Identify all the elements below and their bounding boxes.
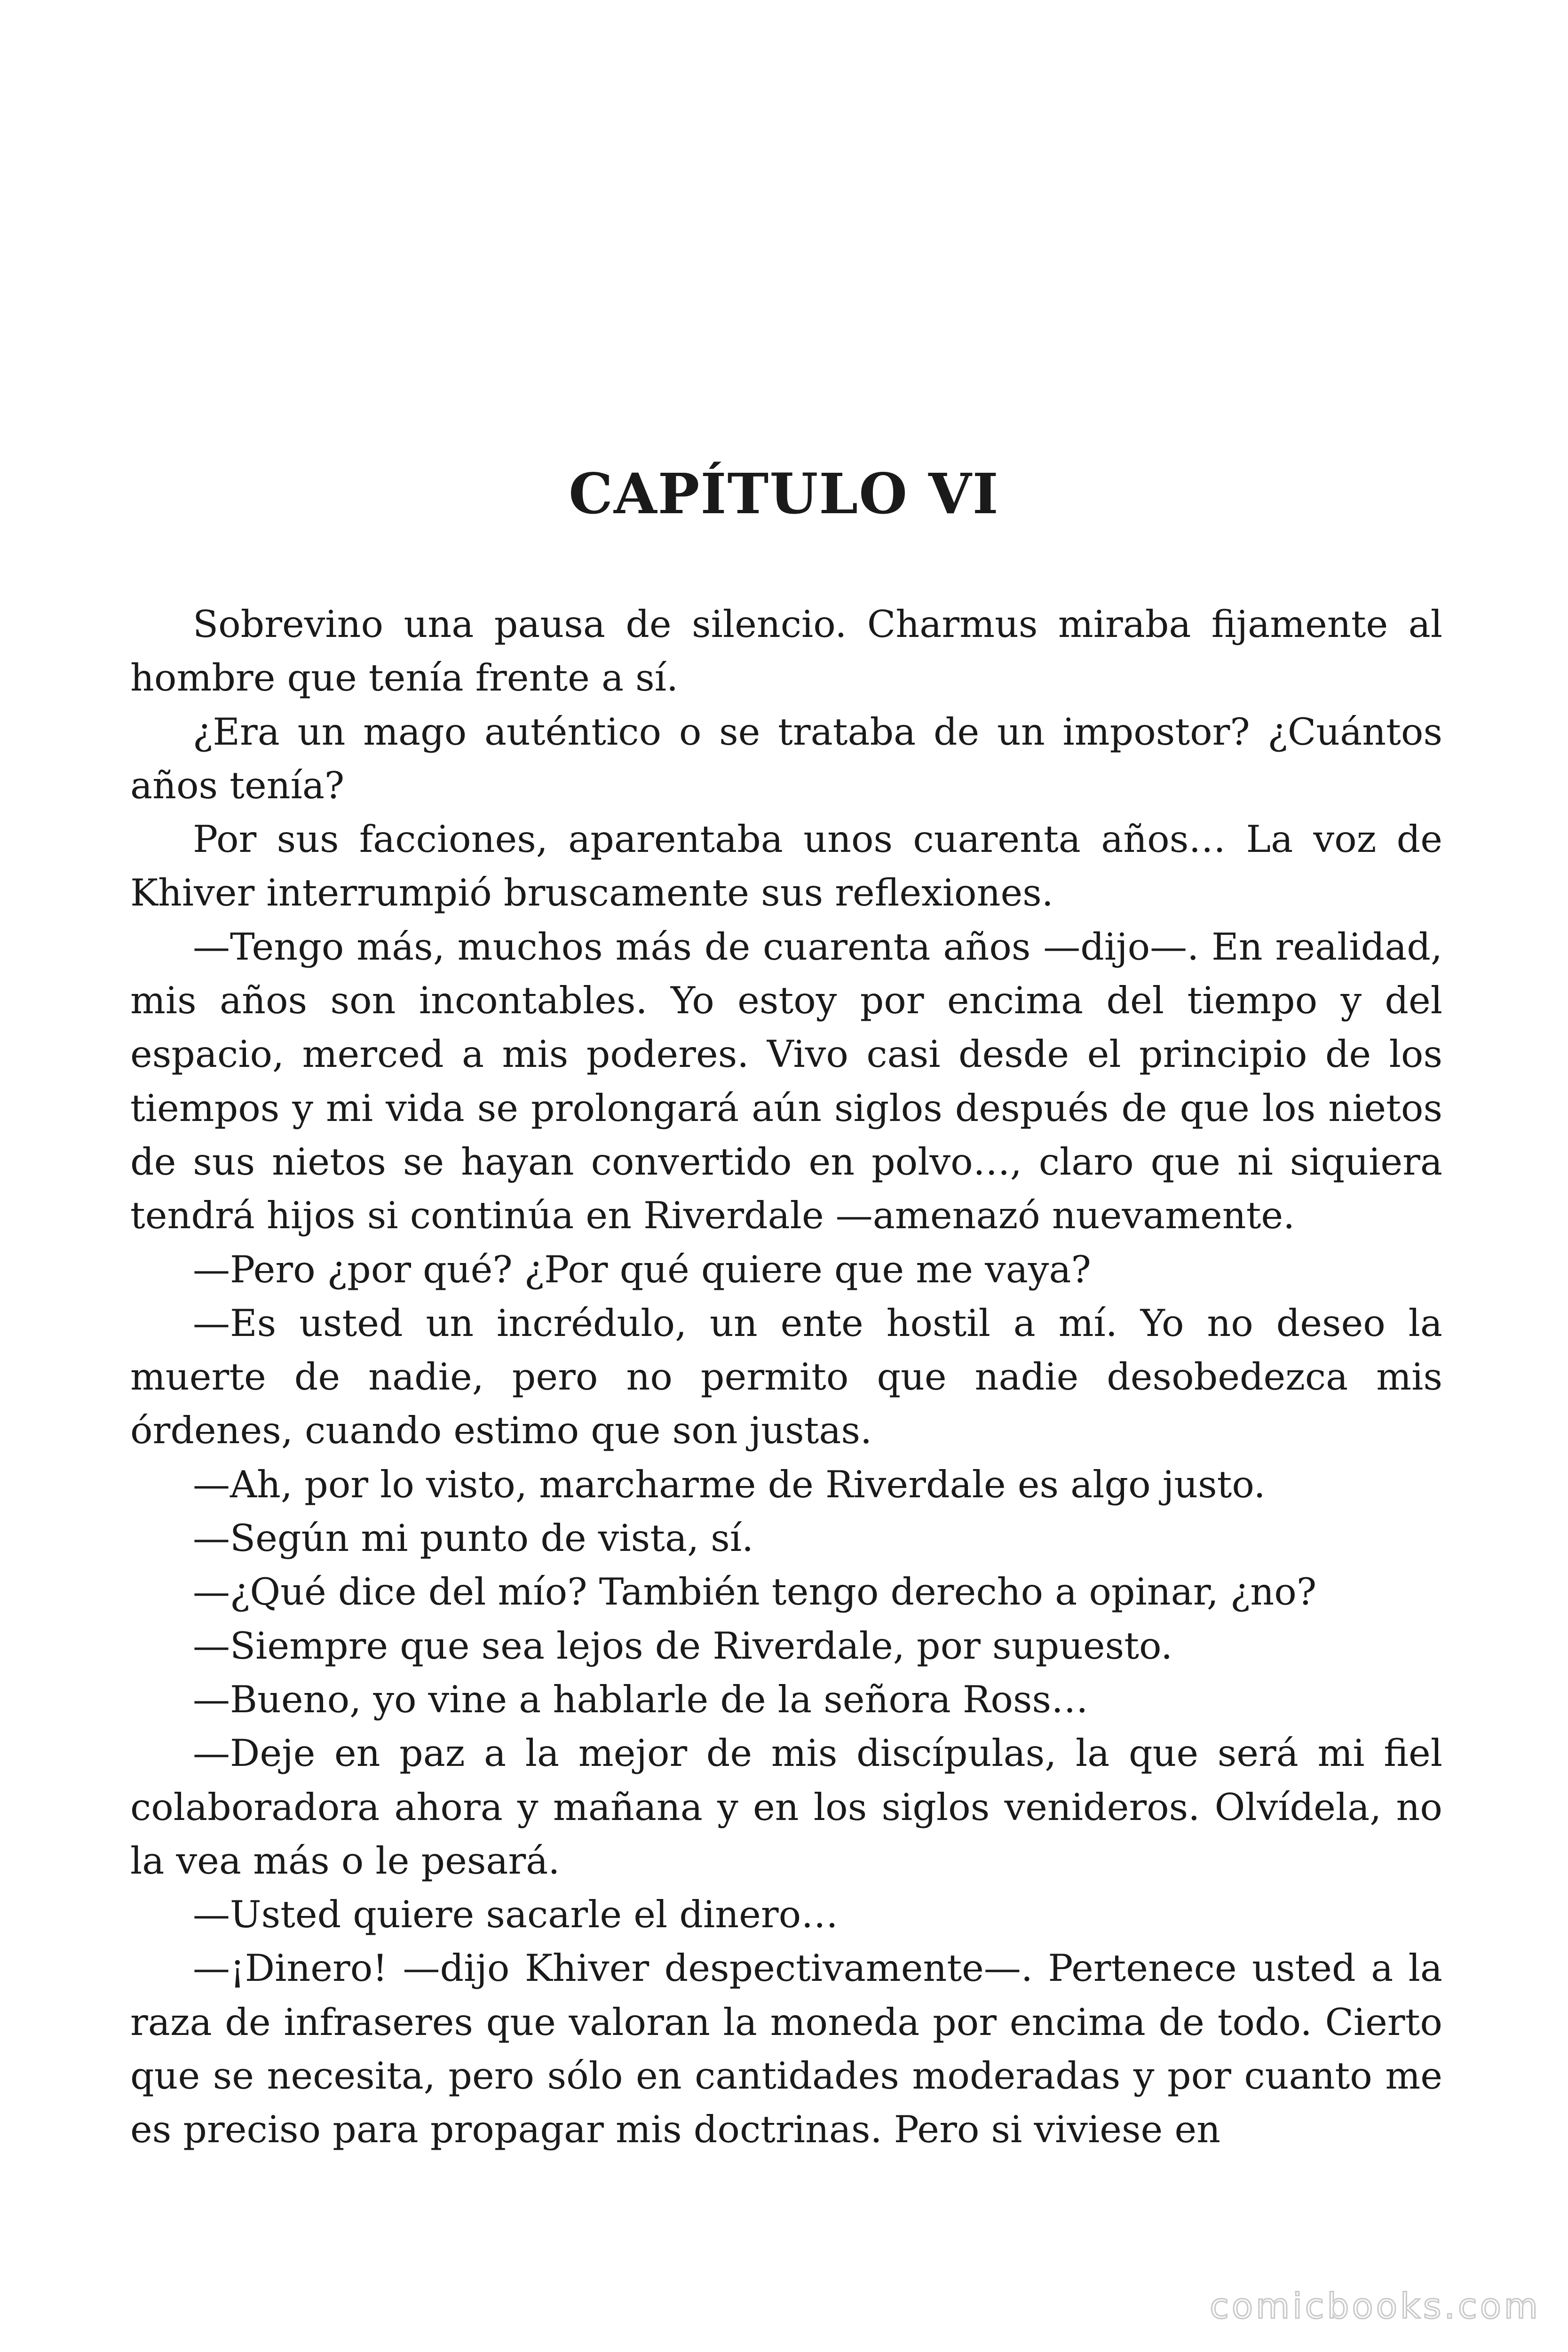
paragraph: Por sus facciones, aparentaba unos cuarenta años… La voz de Khiver interrumpió bruscamente sus reflexiones. xyxy=(130,818,1442,915)
paragraph: Sobrevino una pausa de silencio. Charmus miraba fijamente al hombre que tenía frente a sí. xyxy=(130,603,1442,700)
paragraph: —Usted quiere sacarle el dinero… xyxy=(193,1893,839,1937)
paragraph: —¡Dinero! —dijo Khiver despectivamente—. Pertenece usted a la raza de infraseres que valoran la moneda por encima de todo. Cierto que se necesita, pero sólo en cantidades moderadas y por cuanto me es preciso para propagar mis doctrinas. Pero si viviese en xyxy=(130,1947,1442,2152)
paragraph: ¿Era un mago auténtico o se trataba de un impostor? ¿Cuántos años tenía? xyxy=(130,710,1442,807)
chapter-body xyxy=(130,597,1442,2157)
paragraph: —Es usted un incrédulo, un ente hostil a mí. Yo no deseo la muerte de nadie, pero no permito que nadie desobedezca mis órdenes, cuando estimo que son justas. xyxy=(130,1301,1442,1453)
chapter-title: CAPÍTULO VI xyxy=(569,461,999,526)
paragraph: —Bueno, yo vine a hablarle de la señora Ross… xyxy=(193,1677,1089,1721)
paragraph: —Tengo más, muchos más de cuarenta años —dijo—. En realidad, mis años son incontables. Yo estoy por encima del tiempo y del espacio, merced a mis poderes. Vivo casi desde el principio de los tiempos y mi vida se prolongará aún siglos después de que los nietos de sus nietos se hayan convertido en polvo…, claro que ni siquiera tendrá hijos si continúa en Riverdale —amenazó nuevamente. xyxy=(130,925,1442,1238)
paragraph: —Siempre que sea lejos de Riverdale, por supuesto. xyxy=(193,1624,1173,1668)
watermark: comicbooks.com xyxy=(1210,2286,1541,2327)
paragraph: —Pero ¿por qué? ¿Por qué quiere que me vaya? xyxy=(193,1248,1091,1291)
paragraph: —Ah, por lo visto, marcharme de Riverdale es algo justo. xyxy=(193,1462,1266,1506)
paragraph: —¿Qué dice del mío? También tengo derecho a opinar, ¿no? xyxy=(193,1570,1317,1614)
paragraph: —Deje en paz a la mejor de mis discípulas, la que será mi fiel colaboradora ahora y mañana y en los siglos venideros. Olvídela, no la vea más o le pesará. xyxy=(130,1732,1442,1883)
paragraph: —Según mi punto de vista, sí. xyxy=(193,1517,754,1560)
